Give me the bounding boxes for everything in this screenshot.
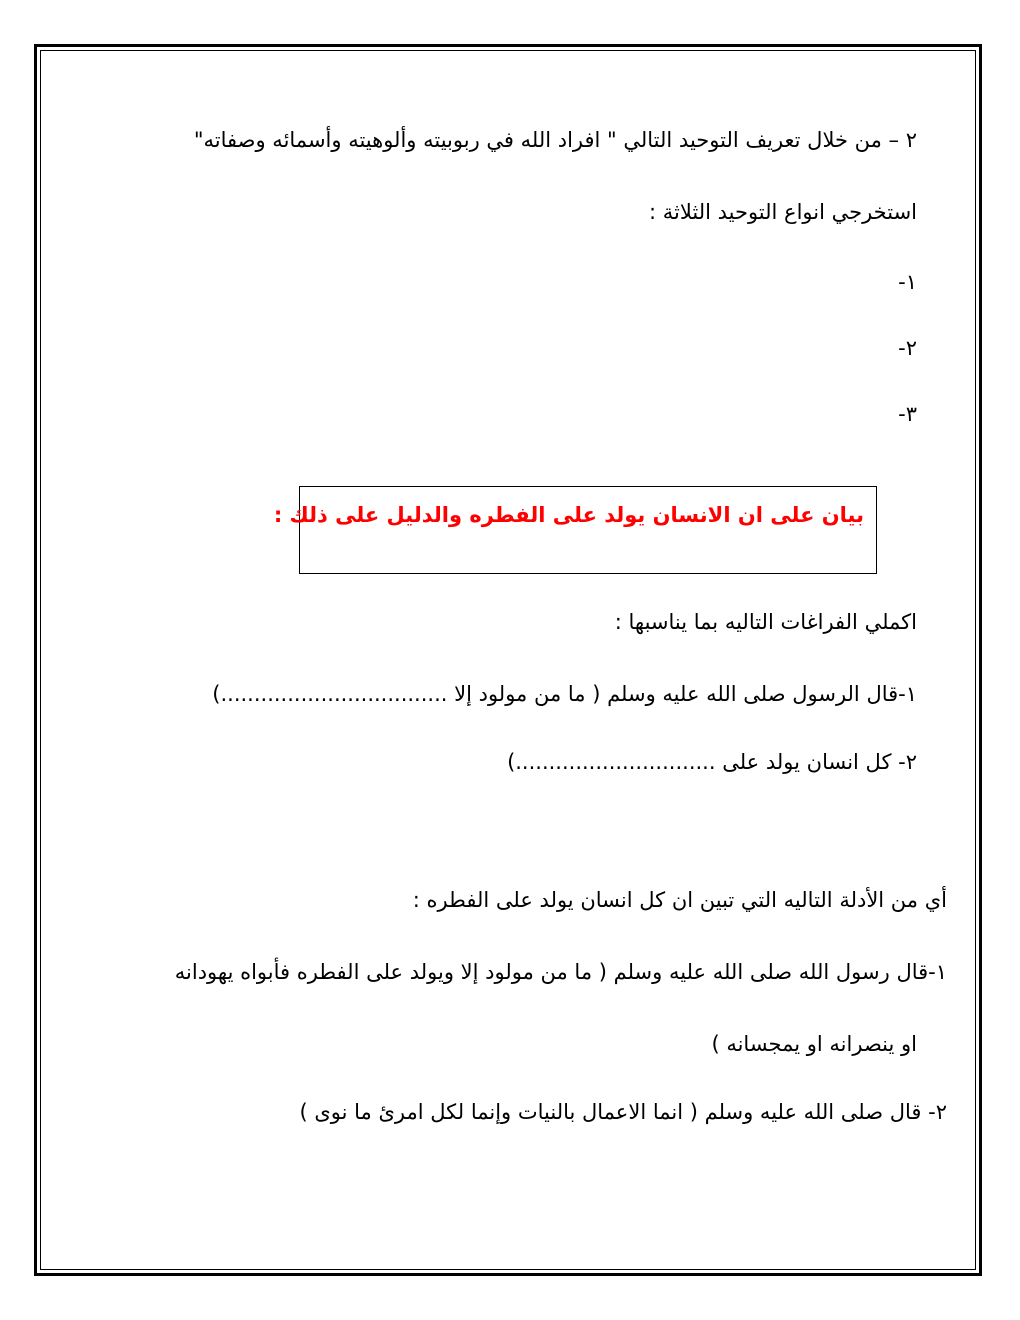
tawheed-definition-question: ٢ – من خلال تعريف التوحيد التالي " افراد الله في ربوبيته وألوهيته وأسمائه وصفاته" [193,128,917,152]
fill-blanks-instruction: اكملي الفراغات التاليه بما يناسبها : [614,610,917,634]
evidence-question: أي من الأدلة التاليه التي تبين ان كل انسان يولد على الفطره : [412,888,947,912]
fitrah-heading: بيان على ان الانسان يولد على الفطره والدليل على ذلك : [273,503,864,527]
fill-blank-item-2: ٢- كل انسان يولد على ..............................) [507,750,917,774]
page-border-inner [40,50,976,1270]
evidence-item-1-line-1: ١-قال رسول الله صلى الله عليه وسلم ( ما من مولود إلا ويولد على الفطره فأبواه يهودانه [174,960,947,984]
fill-blank-item-1: ١-قال الرسول صلى الله عليه وسلم ( ما من مولود إلا ..................................) [212,682,917,706]
answer-line-1: ١- [898,270,917,294]
answer-line-3: ٣- [898,402,917,426]
answer-line-2: ٢- [898,336,917,360]
evidence-item-1-line-2: او ينصرانه او يمجسانه ) [711,1032,917,1056]
fitrah-heading-box [273,486,877,574]
tawheed-types-instruction: استخرجي انواع التوحيد الثلاثة : [648,200,917,224]
evidence-item-2: ٢- قال صلى الله عليه وسلم ( انما الاعمال بالنيات وإنما لكل امرئ ما نوى ) [299,1100,947,1124]
